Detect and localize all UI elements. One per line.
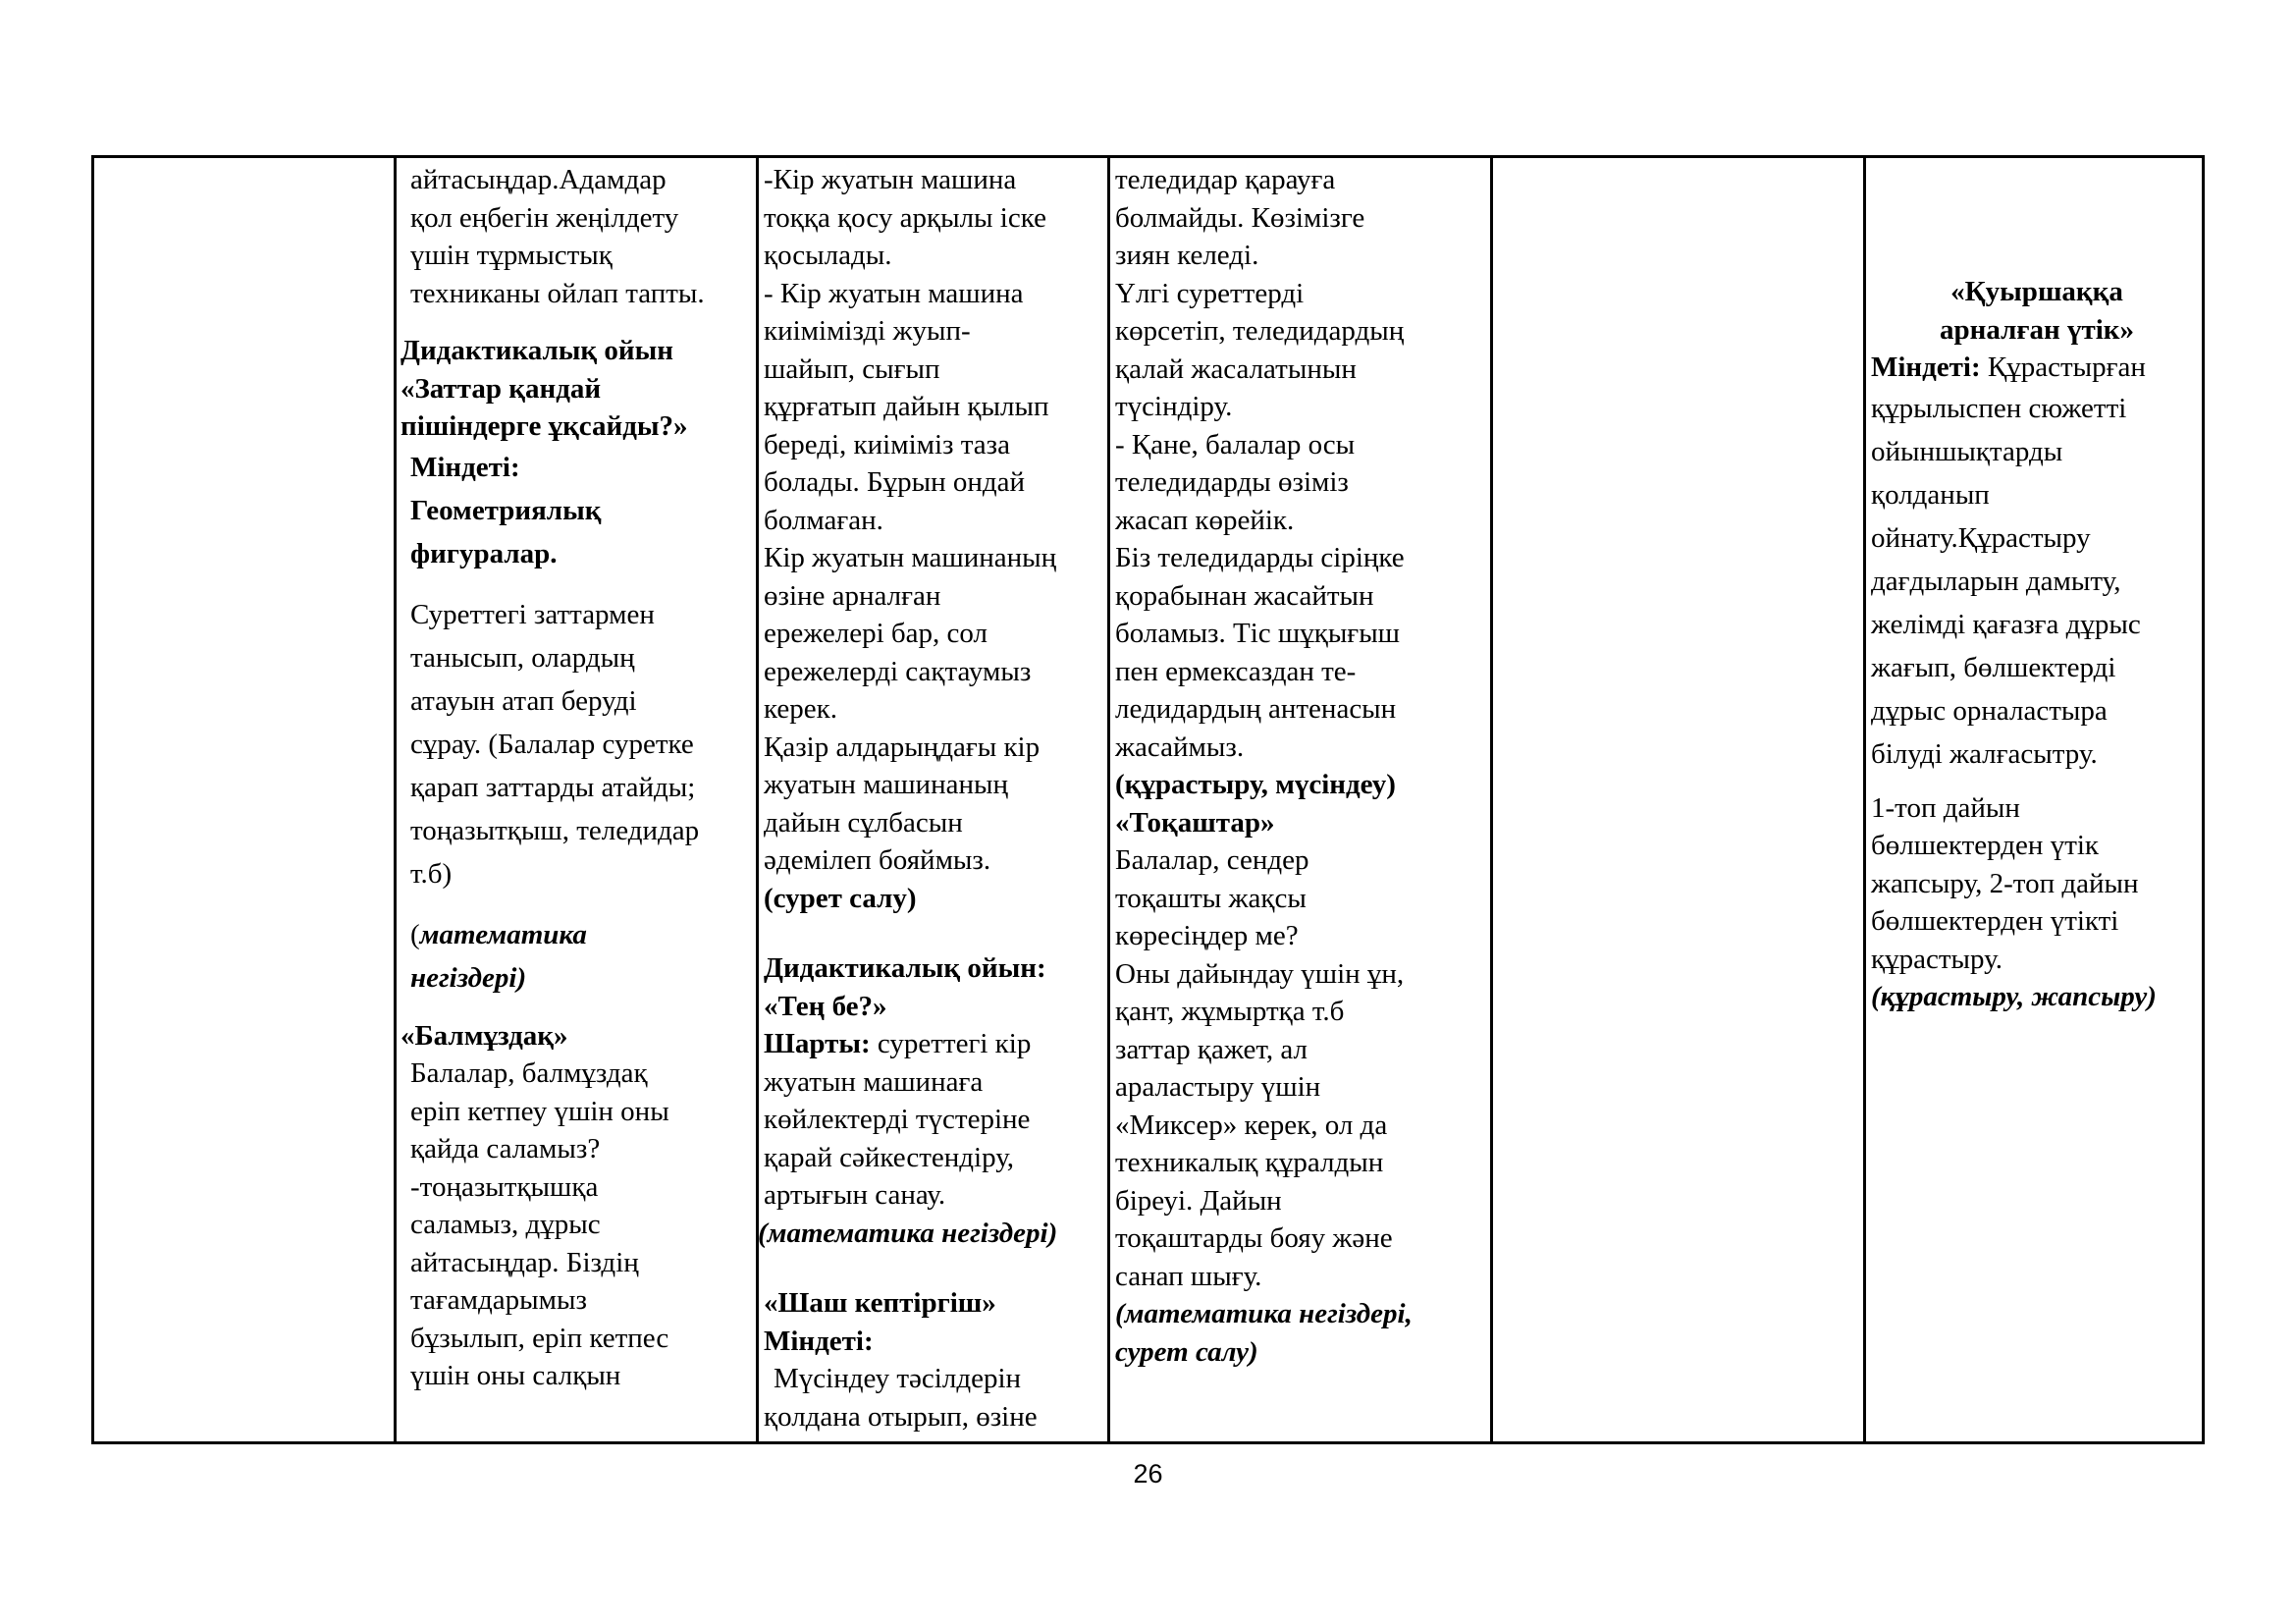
- text-line: айтасыңдар. Біздің: [410, 1246, 639, 1278]
- text-line: құрғатып дайын қылып: [764, 391, 1049, 422]
- text-line: құрылыспен сюжетті: [1871, 392, 2127, 424]
- text-line: 1-топ дайын: [1871, 791, 2020, 824]
- text-line: білуді жалғасытру.: [1871, 737, 2098, 770]
- text-line: -Кір жуатын машина: [764, 164, 1017, 195]
- text-line: бұзылып, еріп кетпес: [410, 1322, 669, 1354]
- text-line: қарай сәйкестендіру,: [764, 1141, 1015, 1173]
- text-line: қарап заттарды атайды;: [410, 771, 696, 803]
- text-line: желімді қағазға дұрыс: [1871, 608, 2141, 640]
- text-line: біреуі. Дайын: [1115, 1184, 1282, 1217]
- text-line: болмайды. Көзімізге: [1115, 201, 1365, 234]
- text-line: саламыз, дұрыс: [410, 1209, 601, 1240]
- subject-tag: (математика: [410, 918, 587, 950]
- column-divider: [1107, 155, 1110, 1444]
- game-title: «Тең бе?»: [764, 990, 887, 1022]
- text-line: ережелерді сақтаумыз: [764, 655, 1032, 687]
- text-line: пен ермексаздан те-: [1115, 655, 1357, 687]
- column-3-cell: [758, 161, 1107, 1435]
- text-line: техниканы ойлап тапты.: [410, 277, 705, 309]
- text-line: тоқашты жақсы: [1115, 882, 1307, 914]
- text-line: сұрау. (Балалар суретке: [410, 728, 694, 760]
- text-line: Қазір алдарыңдағы кір: [764, 731, 1041, 763]
- column-divider: [1863, 155, 1866, 1444]
- subject-tag: (сурет салу): [764, 882, 917, 914]
- text-line: болады. Бұрын ондай: [764, 466, 1026, 498]
- text-line: санап шығу.: [1115, 1260, 1262, 1292]
- text-line: ережелері бар, сол: [764, 618, 988, 649]
- text-line: қант, жұмыртқа т.б: [1115, 996, 1345, 1027]
- text-line: керек.: [764, 693, 837, 725]
- text-line: «Миксер» керек, ол да: [1115, 1109, 1388, 1141]
- text-line: тағамдарымыз: [410, 1284, 587, 1316]
- game-title: Дидактикалық ойын: [400, 335, 673, 366]
- subject-tag: (құрастыру, мүсіндеу): [1115, 769, 1396, 800]
- text-line: жағып, бөлшектерді: [1871, 651, 2116, 683]
- text-line: жасап көрейік.: [1115, 504, 1295, 536]
- text-line: - Қане, балалар осы: [1115, 428, 1356, 460]
- text-line: қолданып: [1871, 478, 1990, 511]
- task-text: фигуралар.: [410, 537, 558, 569]
- text-line: қосылады.: [764, 240, 892, 271]
- task-label: Міндеті:: [764, 1325, 874, 1357]
- text-line: дағдыларын дамыту,: [1871, 565, 2121, 597]
- text-line: артығын санау.: [764, 1179, 946, 1211]
- text-line: бөлшектерден үтік: [1871, 830, 2100, 861]
- condition-line: Шарты: суреттегі кір: [764, 1028, 1032, 1059]
- column-6-cell: [1871, 273, 2203, 1016]
- text-line: ойнату.Құрастыру: [1871, 521, 2091, 554]
- text-line: қол еңбегін жеңілдету: [410, 201, 679, 234]
- text-line: айтасыңдар.Адамдар: [410, 164, 667, 195]
- text-line: атауын атап беруді: [410, 684, 637, 717]
- game-title: «Балмұздақ»: [400, 1019, 568, 1052]
- task-text: Геометриялық: [410, 494, 602, 526]
- subject-tag: (математика негіздері,: [1115, 1298, 1413, 1329]
- text-line: Біз теледидарды сіріңке: [1115, 542, 1405, 573]
- text-line: үшін оны салқын: [410, 1360, 621, 1391]
- column-divider: [394, 155, 397, 1444]
- game-title: «Тоқаштар»: [1115, 806, 1275, 839]
- subject-tag: сурет салу): [1115, 1335, 1258, 1368]
- text-line: Оны дайындау үшін ұн,: [1115, 957, 1405, 990]
- column-divider: [1490, 155, 1493, 1444]
- task-line: Міндеті: Құрастырған: [1871, 352, 2146, 383]
- text-line: ойыншықтарды: [1871, 435, 2063, 467]
- text-line: қолдана отырып, өзіне: [764, 1400, 1038, 1433]
- text-line: үшін тұрмыстық: [410, 240, 613, 271]
- text-line: Кір жуатын машинаның: [764, 542, 1057, 573]
- text-line: әдемілеп бояймыз.: [764, 844, 991, 876]
- text-line: Үлгі суреттерді: [1115, 277, 1305, 309]
- text-line: еріп кетпеу үшін оны: [410, 1095, 669, 1127]
- column-4-cell: [1115, 161, 1488, 1371]
- text-line: т.б): [410, 857, 453, 890]
- text-line: қалай жасалатынын: [1115, 352, 1357, 385]
- text-line: жасаймыз.: [1115, 731, 1245, 763]
- subject-tag: (математика негіздері): [758, 1217, 1058, 1249]
- text-line: болмаған.: [764, 504, 883, 536]
- game-title: «Шаш кептіргіш»: [764, 1287, 996, 1319]
- text-line: теледидар қарауға: [1115, 164, 1336, 195]
- task-label: Міндеті:: [410, 451, 520, 483]
- text-line: көрсетіп, теледидардың: [1115, 315, 1405, 347]
- text-line: көресіңдер ме?: [1115, 920, 1299, 951]
- activity-title: арналған үтік»: [1939, 313, 2134, 346]
- text-line: тоңазытқыш, теледидар: [410, 814, 700, 846]
- game-title: Дидактикалық ойын:: [764, 952, 1046, 984]
- subject-tag: негіздері): [410, 961, 527, 994]
- text-line: береді, киіміміз таза: [764, 428, 1010, 460]
- text-line: түсіндіру.: [1115, 391, 1233, 422]
- text-line: теледидарды өзіміз: [1115, 466, 1349, 498]
- text-line: киімімізді жуып-: [764, 315, 971, 347]
- text-line: Балалар, балмұздақ: [410, 1057, 648, 1089]
- text-line: жуатын машинаға: [764, 1065, 984, 1098]
- text-line: тоқаштарды бояу және: [1115, 1222, 1393, 1254]
- text-line: заттар қажет, ал: [1115, 1033, 1308, 1065]
- text-line: дұрыс орналастыра: [1871, 694, 2108, 727]
- text-line: зиян келеді.: [1115, 240, 1259, 271]
- text-line: бөлшектерден үтікті: [1871, 905, 2119, 937]
- text-line: шайып, сығып: [764, 352, 940, 385]
- text-line: -тоңазытқышқа: [410, 1170, 599, 1203]
- text-line: танысып, олардың: [410, 641, 635, 674]
- text-line: тоққа қосу арқылы іске: [764, 201, 1046, 234]
- text-line: өзіне арналған: [764, 579, 941, 612]
- game-title: «Заттар қандай: [400, 372, 602, 405]
- text-line: араластыру үшін: [1115, 1071, 1321, 1103]
- game-title: пішіндерге ұқсайды?»: [400, 410, 688, 442]
- text-line: - Кір жуатын машина: [764, 277, 1024, 309]
- text-line: боламыз. Тіс шұқығыш: [1115, 618, 1401, 649]
- column-2-cell: [400, 161, 754, 1395]
- text-line: жуатын машинаның: [764, 769, 1008, 800]
- text-line: құрастыру.: [1871, 943, 2002, 975]
- text-line: қайда саламыз?: [410, 1133, 601, 1164]
- text-line: Мүсіндеу тәсілдерін: [774, 1363, 1022, 1394]
- text-line: техникалық құралдын: [1115, 1147, 1384, 1178]
- text-line: Балалар, сендер: [1115, 844, 1309, 876]
- text-line: жапсыру, 2-топ дайын: [1871, 867, 2139, 899]
- subject-tag: (құрастыру, жапсыру): [1871, 981, 2157, 1012]
- text-line: дайын сұлбасын: [764, 806, 963, 839]
- activity-title: «Қуыршаққа: [1950, 276, 2123, 307]
- text-line: Суреттегі заттармен: [410, 598, 655, 630]
- text-line: ледидардың антенасын: [1115, 693, 1397, 725]
- text-line: көйлектерді түстеріне: [764, 1104, 1031, 1135]
- text-line: қорабынан жасайтын: [1115, 579, 1374, 612]
- page-number: 26: [1133, 1459, 1163, 1489]
